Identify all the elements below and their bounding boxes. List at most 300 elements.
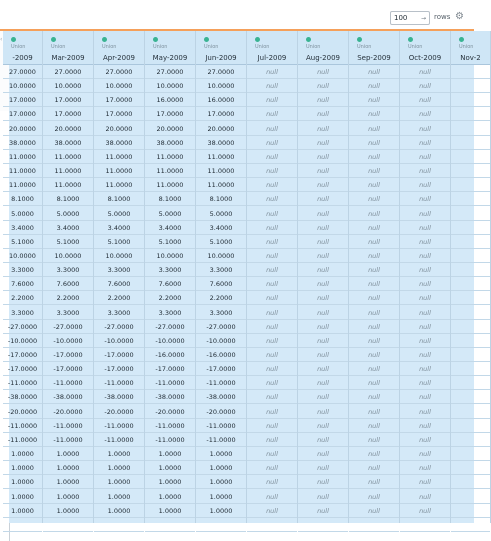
table-cell[interactable] xyxy=(451,192,490,206)
table-cell[interactable]: -20.0000 xyxy=(3,405,42,419)
table-cell[interactable]: null xyxy=(349,461,399,475)
table-cell[interactable]: null xyxy=(400,136,450,150)
table-cell[interactable]: null xyxy=(400,249,450,263)
column-header[interactable] xyxy=(94,31,144,65)
table-cell[interactable]: 11.0000 xyxy=(43,150,93,164)
table-cell[interactable]: null xyxy=(247,164,297,178)
table-cell[interactable]: null xyxy=(298,93,348,107)
table-cell[interactable]: 10.0000 xyxy=(196,249,246,263)
table-cell[interactable]: 2.2000 xyxy=(196,291,246,305)
table-cell[interactable] xyxy=(451,447,490,461)
table-cell[interactable]: 10.0000 xyxy=(3,79,42,93)
table-cell[interactable]: null xyxy=(247,65,297,79)
table-cell[interactable]: 17.0000 xyxy=(3,107,42,121)
table-cell[interactable]: 5.1000 xyxy=(145,235,195,249)
table-cell[interactable]: -20.0000 xyxy=(145,405,195,419)
table-cell[interactable]: 1.0000 xyxy=(94,447,144,461)
table-cell[interactable]: 5.1000 xyxy=(43,235,93,249)
table-cell[interactable]: null xyxy=(400,334,450,348)
table-cell[interactable]: 1.0000 xyxy=(196,461,246,475)
table-cell[interactable]: null xyxy=(298,79,348,93)
table-cell[interactable]: 11.0000 xyxy=(196,150,246,164)
table-cell[interactable]: -20.0000 xyxy=(43,405,93,419)
table-cell[interactable]: null xyxy=(400,291,450,305)
table-cell[interactable]: 11.0000 xyxy=(3,164,42,178)
table-cell[interactable]: -38.0000 xyxy=(94,390,144,404)
table-cell[interactable]: -11.0000 xyxy=(196,376,246,390)
table-cell[interactable]: null xyxy=(298,107,348,121)
table-cell[interactable]: null xyxy=(298,504,348,518)
table-cell[interactable]: 1.0000 xyxy=(145,475,195,489)
table-cell[interactable]: 11.0000 xyxy=(94,150,144,164)
table-cell[interactable] xyxy=(349,518,399,532)
column-header[interactable] xyxy=(145,31,195,65)
table-cell[interactable]: 8.1000 xyxy=(196,192,246,206)
table-cell[interactable]: 1.0000 xyxy=(43,475,93,489)
table-cell[interactable]: 3.3000 xyxy=(145,306,195,320)
table-cell[interactable]: 3.4000 xyxy=(43,221,93,235)
table-cell[interactable]: null xyxy=(247,306,297,320)
table-cell[interactable]: -17.0000 xyxy=(145,362,195,376)
table-cell[interactable]: 3.3000 xyxy=(94,263,144,277)
table-cell[interactable]: -27.0000 xyxy=(3,320,42,334)
table-cell[interactable]: null xyxy=(349,348,399,362)
table-cell[interactable]: -17.0000 xyxy=(43,362,93,376)
table-cell[interactable]: null xyxy=(400,79,450,93)
table-cell[interactable]: 2.2000 xyxy=(94,291,144,305)
table-cell[interactable]: 10.0000 xyxy=(94,79,144,93)
table-cell[interactable] xyxy=(451,334,490,348)
table-cell[interactable]: 1.0000 xyxy=(145,461,195,475)
table-cell[interactable]: null xyxy=(400,475,450,489)
table-cell[interactable]: -17.0000 xyxy=(43,348,93,362)
table-cell[interactable] xyxy=(451,93,490,107)
table-cell[interactable]: -11.0000 xyxy=(3,419,42,433)
table-cell[interactable]: 3.3000 xyxy=(3,306,42,320)
table-cell[interactable]: -11.0000 xyxy=(43,433,93,447)
table-cell[interactable]: -17.0000 xyxy=(94,348,144,362)
table-cell[interactable]: 27.0000 xyxy=(43,65,93,79)
table-cell[interactable]: 1.0000 xyxy=(3,490,42,504)
table-cell[interactable]: null xyxy=(298,348,348,362)
table-cell[interactable]: -27.0000 xyxy=(196,320,246,334)
table-cell[interactable] xyxy=(451,136,490,150)
table-cell[interactable] xyxy=(451,348,490,362)
table-cell[interactable]: -27.0000 xyxy=(43,320,93,334)
table-cell[interactable]: 20.0000 xyxy=(43,122,93,136)
table-cell[interactable]: null xyxy=(247,490,297,504)
table-cell[interactable] xyxy=(451,263,490,277)
table-cell[interactable]: 1.0000 xyxy=(94,504,144,518)
table-cell[interactable]: null xyxy=(298,447,348,461)
table-cell[interactable]: 3.4000 xyxy=(94,221,144,235)
table-cell[interactable]: 1.0000 xyxy=(196,475,246,489)
table-cell[interactable] xyxy=(451,277,490,291)
table-cell[interactable]: null xyxy=(247,79,297,93)
table-cell[interactable]: 11.0000 xyxy=(3,150,42,164)
table-cell[interactable]: null xyxy=(298,475,348,489)
table-cell[interactable]: -11.0000 xyxy=(3,376,42,390)
table-cell[interactable]: 7.6000 xyxy=(94,277,144,291)
table-cell[interactable]: 17.0000 xyxy=(94,107,144,121)
column-header[interactable] xyxy=(400,31,450,65)
table-cell[interactable]: null xyxy=(349,320,399,334)
table-cell[interactable]: 11.0000 xyxy=(145,178,195,192)
table-cell[interactable]: null xyxy=(400,122,450,136)
table-cell[interactable]: null xyxy=(298,334,348,348)
table-cell[interactable]: null xyxy=(349,150,399,164)
table-cell[interactable] xyxy=(451,518,490,532)
table-cell[interactable]: -38.0000 xyxy=(196,390,246,404)
table-cell[interactable]: 11.0000 xyxy=(94,178,144,192)
table-cell[interactable]: 17.0000 xyxy=(145,107,195,121)
table-cell[interactable]: -11.0000 xyxy=(43,419,93,433)
table-cell[interactable]: 7.6000 xyxy=(3,277,42,291)
table-cell[interactable]: null xyxy=(247,433,297,447)
table-cell[interactable]: 20.0000 xyxy=(94,122,144,136)
table-cell[interactable]: null xyxy=(349,93,399,107)
table-cell[interactable]: null xyxy=(349,291,399,305)
table-cell[interactable]: 38.0000 xyxy=(94,136,144,150)
table-cell[interactable]: null xyxy=(349,334,399,348)
table-cell[interactable]: -11.0000 xyxy=(145,433,195,447)
table-cell[interactable]: 3.4000 xyxy=(145,221,195,235)
table-cell[interactable]: null xyxy=(400,277,450,291)
table-cell[interactable]: null xyxy=(298,136,348,150)
table-cell[interactable] xyxy=(451,178,490,192)
table-cell[interactable]: null xyxy=(247,419,297,433)
table-cell[interactable]: null xyxy=(400,150,450,164)
table-cell[interactable] xyxy=(451,376,490,390)
table-cell[interactable]: -38.0000 xyxy=(43,390,93,404)
table-cell[interactable]: null xyxy=(247,122,297,136)
table-cell[interactable]: -11.0000 xyxy=(94,433,144,447)
table-cell[interactable]: null xyxy=(400,362,450,376)
table-cell[interactable]: null xyxy=(298,235,348,249)
table-cell[interactable]: 1.0000 xyxy=(94,475,144,489)
table-cell[interactable]: 20.0000 xyxy=(145,122,195,136)
collapse-icon[interactable]: ‹ xyxy=(0,36,3,43)
table-cell[interactable]: null xyxy=(349,405,399,419)
table-cell[interactable]: 5.1000 xyxy=(94,235,144,249)
table-cell[interactable]: 38.0000 xyxy=(3,136,42,150)
table-cell[interactable]: null xyxy=(349,419,399,433)
table-cell[interactable]: null xyxy=(400,263,450,277)
table-cell[interactable]: null xyxy=(349,475,399,489)
table-cell[interactable]: 1.0000 xyxy=(43,447,93,461)
table-cell[interactable]: null xyxy=(349,376,399,390)
table-cell[interactable]: null xyxy=(247,390,297,404)
table-cell[interactable]: 3.3000 xyxy=(196,306,246,320)
table-cell[interactable]: 11.0000 xyxy=(196,178,246,192)
table-cell[interactable]: null xyxy=(298,164,348,178)
table-cell[interactable] xyxy=(451,461,490,475)
table-cell[interactable]: null xyxy=(400,504,450,518)
table-cell[interactable]: 7.6000 xyxy=(43,277,93,291)
table-cell[interactable]: 10.0000 xyxy=(145,249,195,263)
table-cell[interactable]: 3.3000 xyxy=(43,306,93,320)
table-cell[interactable]: null xyxy=(247,504,297,518)
table-cell[interactable]: null xyxy=(349,235,399,249)
table-cell[interactable]: null xyxy=(247,291,297,305)
table-cell[interactable]: -38.0000 xyxy=(145,390,195,404)
table-cell[interactable]: null xyxy=(247,362,297,376)
table-cell[interactable]: 5.0000 xyxy=(94,207,144,221)
table-cell[interactable]: 8.1000 xyxy=(94,192,144,206)
table-cell[interactable]: -16.0000 xyxy=(145,348,195,362)
table-cell[interactable]: null xyxy=(298,390,348,404)
table-cell[interactable]: 8.1000 xyxy=(43,192,93,206)
table-cell[interactable]: 3.4000 xyxy=(196,221,246,235)
table-cell[interactable]: null xyxy=(349,65,399,79)
table-cell[interactable] xyxy=(3,518,42,532)
table-cell[interactable] xyxy=(451,65,490,79)
table-cell[interactable]: -11.0000 xyxy=(196,419,246,433)
table-cell[interactable]: 3.4000 xyxy=(3,221,42,235)
table-cell[interactable]: 3.3000 xyxy=(196,263,246,277)
table-cell[interactable]: 10.0000 xyxy=(43,79,93,93)
table-cell[interactable]: null xyxy=(349,107,399,121)
table-cell[interactable]: null xyxy=(247,277,297,291)
table-cell[interactable]: 5.0000 xyxy=(145,207,195,221)
table-cell[interactable]: 27.0000 xyxy=(94,65,144,79)
table-cell[interactable]: null xyxy=(247,348,297,362)
table-cell[interactable]: -27.0000 xyxy=(94,320,144,334)
table-cell[interactable]: null xyxy=(400,207,450,221)
table-cell[interactable]: 11.0000 xyxy=(145,150,195,164)
table-cell[interactable]: null xyxy=(400,107,450,121)
table-cell[interactable]: 20.0000 xyxy=(3,122,42,136)
column-header[interactable] xyxy=(451,31,490,65)
rows-count-input[interactable] xyxy=(390,11,430,25)
table-cell[interactable]: null xyxy=(298,207,348,221)
table-cell[interactable]: null xyxy=(247,376,297,390)
table-cell[interactable]: null xyxy=(247,107,297,121)
table-cell[interactable]: null xyxy=(400,433,450,447)
table-cell[interactable]: null xyxy=(298,419,348,433)
table-cell[interactable]: null xyxy=(298,122,348,136)
table-cell[interactable] xyxy=(451,207,490,221)
table-cell[interactable]: -38.0000 xyxy=(3,390,42,404)
table-cell[interactable]: 5.1000 xyxy=(3,235,42,249)
table-cell[interactable]: null xyxy=(400,461,450,475)
table-cell[interactable] xyxy=(451,433,490,447)
table-cell[interactable]: 11.0000 xyxy=(145,164,195,178)
table-cell[interactable]: -11.0000 xyxy=(145,419,195,433)
table-cell[interactable]: null xyxy=(247,235,297,249)
table-cell[interactable]: 5.0000 xyxy=(43,207,93,221)
table-cell[interactable]: 1.0000 xyxy=(94,461,144,475)
table-cell[interactable]: null xyxy=(349,136,399,150)
table-cell[interactable] xyxy=(451,249,490,263)
table-cell[interactable] xyxy=(451,79,490,93)
table-cell[interactable]: 38.0000 xyxy=(145,136,195,150)
table-cell[interactable] xyxy=(451,150,490,164)
column-header[interactable] xyxy=(349,31,399,65)
table-cell[interactable]: null xyxy=(349,221,399,235)
table-cell[interactable]: -20.0000 xyxy=(94,405,144,419)
table-cell[interactable]: null xyxy=(349,164,399,178)
table-cell[interactable]: 1.0000 xyxy=(145,504,195,518)
table-cell[interactable]: null xyxy=(400,65,450,79)
table-cell[interactable]: 1.0000 xyxy=(94,490,144,504)
table-cell[interactable]: null xyxy=(349,192,399,206)
table-cell[interactable]: 3.3000 xyxy=(145,263,195,277)
table-cell[interactable] xyxy=(451,306,490,320)
table-cell[interactable]: 11.0000 xyxy=(196,164,246,178)
table-cell[interactable]: 1.0000 xyxy=(196,504,246,518)
table-cell[interactable]: 11.0000 xyxy=(3,178,42,192)
table-cell[interactable] xyxy=(196,518,246,532)
table-cell[interactable]: null xyxy=(349,178,399,192)
table-cell[interactable]: -27.0000 xyxy=(145,320,195,334)
table-cell[interactable]: null xyxy=(247,447,297,461)
table-cell[interactable]: null xyxy=(400,405,450,419)
table-cell[interactable]: 5.0000 xyxy=(196,207,246,221)
table-cell[interactable]: 8.1000 xyxy=(3,192,42,206)
table-cell[interactable]: null xyxy=(298,65,348,79)
table-cell[interactable]: 3.3000 xyxy=(94,306,144,320)
table-cell[interactable] xyxy=(43,518,93,532)
table-cell[interactable]: null xyxy=(247,334,297,348)
table-cell[interactable]: 2.2000 xyxy=(43,291,93,305)
table-cell[interactable]: null xyxy=(298,490,348,504)
table-cell[interactable] xyxy=(94,518,144,532)
table-cell[interactable] xyxy=(451,164,490,178)
table-cell[interactable]: null xyxy=(349,390,399,404)
table-cell[interactable]: null xyxy=(247,249,297,263)
table-cell[interactable]: -10.0000 xyxy=(94,334,144,348)
table-cell[interactable]: 17.0000 xyxy=(196,107,246,121)
table-cell[interactable]: 16.0000 xyxy=(145,93,195,107)
table-cell[interactable]: 1.0000 xyxy=(3,504,42,518)
table-cell[interactable]: 3.3000 xyxy=(43,263,93,277)
table-cell[interactable]: null xyxy=(400,178,450,192)
table-cell[interactable]: null xyxy=(298,376,348,390)
table-cell[interactable]: null xyxy=(247,136,297,150)
table-cell[interactable]: null xyxy=(349,433,399,447)
table-cell[interactable]: -11.0000 xyxy=(94,419,144,433)
table-cell[interactable]: null xyxy=(400,93,450,107)
table-cell[interactable]: 1.0000 xyxy=(3,461,42,475)
table-cell[interactable]: null xyxy=(247,461,297,475)
table-cell[interactable]: 20.0000 xyxy=(196,122,246,136)
table-cell[interactable] xyxy=(451,419,490,433)
table-cell[interactable]: null xyxy=(247,178,297,192)
table-cell[interactable]: 27.0000 xyxy=(196,65,246,79)
table-cell[interactable]: null xyxy=(349,504,399,518)
table-cell[interactable] xyxy=(145,518,195,532)
table-cell[interactable]: 1.0000 xyxy=(43,490,93,504)
table-cell[interactable]: -10.0000 xyxy=(145,334,195,348)
table-cell[interactable]: null xyxy=(298,433,348,447)
table-cell[interactable]: 11.0000 xyxy=(94,164,144,178)
table-cell[interactable] xyxy=(247,518,297,532)
table-cell[interactable]: null xyxy=(298,461,348,475)
table-cell[interactable]: null xyxy=(349,79,399,93)
table-cell[interactable]: null xyxy=(400,348,450,362)
table-cell[interactable]: null xyxy=(247,207,297,221)
table-cell[interactable]: -11.0000 xyxy=(196,433,246,447)
table-cell[interactable]: 11.0000 xyxy=(43,178,93,192)
table-cell[interactable]: -17.0000 xyxy=(94,362,144,376)
table-cell[interactable]: -11.0000 xyxy=(43,376,93,390)
table-cell[interactable]: 10.0000 xyxy=(145,79,195,93)
column-header[interactable] xyxy=(43,31,93,65)
table-cell[interactable]: null xyxy=(298,263,348,277)
table-cell[interactable]: null xyxy=(298,192,348,206)
table-cell[interactable] xyxy=(451,390,490,404)
table-cell[interactable]: -11.0000 xyxy=(3,433,42,447)
table-cell[interactable]: -11.0000 xyxy=(145,376,195,390)
table-cell[interactable]: null xyxy=(349,490,399,504)
table-cell[interactable]: -20.0000 xyxy=(196,405,246,419)
table-cell[interactable]: null xyxy=(247,221,297,235)
table-cell[interactable]: 17.0000 xyxy=(94,93,144,107)
table-cell[interactable] xyxy=(451,362,490,376)
table-cell[interactable]: 1.0000 xyxy=(196,490,246,504)
table-cell[interactable]: 10.0000 xyxy=(196,79,246,93)
table-cell[interactable]: 2.2000 xyxy=(3,291,42,305)
table-cell[interactable]: null xyxy=(298,178,348,192)
table-cell[interactable]: null xyxy=(349,447,399,461)
table-cell[interactable]: null xyxy=(298,221,348,235)
table-cell[interactable]: 17.0000 xyxy=(3,93,42,107)
table-cell[interactable] xyxy=(451,490,490,504)
table-cell[interactable]: -11.0000 xyxy=(94,376,144,390)
table-cell[interactable]: null xyxy=(400,447,450,461)
table-cell[interactable]: null xyxy=(400,376,450,390)
table-cell[interactable] xyxy=(451,235,490,249)
table-cell[interactable]: null xyxy=(349,122,399,136)
column-header[interactable] xyxy=(298,31,348,65)
table-cell[interactable]: null xyxy=(349,207,399,221)
table-cell[interactable]: null xyxy=(298,362,348,376)
table-cell[interactable] xyxy=(451,122,490,136)
table-cell[interactable]: 27.0000 xyxy=(145,65,195,79)
table-cell[interactable]: 1.0000 xyxy=(145,447,195,461)
table-cell[interactable] xyxy=(451,475,490,489)
table-cell[interactable]: null xyxy=(298,306,348,320)
table-cell[interactable] xyxy=(451,320,490,334)
table-cell[interactable]: -17.0000 xyxy=(3,348,42,362)
table-cell[interactable]: null xyxy=(349,277,399,291)
table-cell[interactable]: -10.0000 xyxy=(196,334,246,348)
table-cell[interactable]: null xyxy=(298,320,348,334)
table-cell[interactable]: null xyxy=(349,263,399,277)
column-header[interactable] xyxy=(3,31,42,65)
table-cell[interactable]: 8.1000 xyxy=(145,192,195,206)
table-cell[interactable]: null xyxy=(247,150,297,164)
table-cell[interactable]: 7.6000 xyxy=(145,277,195,291)
table-cell[interactable]: -10.0000 xyxy=(43,334,93,348)
table-cell[interactable]: null xyxy=(400,419,450,433)
table-cell[interactable]: null xyxy=(400,221,450,235)
table-cell[interactable] xyxy=(451,504,490,518)
table-cell[interactable]: 38.0000 xyxy=(43,136,93,150)
table-cell[interactable]: 38.0000 xyxy=(196,136,246,150)
table-cell[interactable]: null xyxy=(247,263,297,277)
table-cell[interactable]: null xyxy=(298,277,348,291)
table-cell[interactable]: -17.0000 xyxy=(196,362,246,376)
table-cell[interactable]: null xyxy=(247,192,297,206)
table-cell[interactable]: null xyxy=(298,150,348,164)
table-cell[interactable]: null xyxy=(247,405,297,419)
table-cell[interactable]: null xyxy=(247,320,297,334)
table-cell[interactable] xyxy=(298,518,348,532)
table-cell[interactable]: 17.0000 xyxy=(43,107,93,121)
table-cell[interactable]: null xyxy=(247,475,297,489)
